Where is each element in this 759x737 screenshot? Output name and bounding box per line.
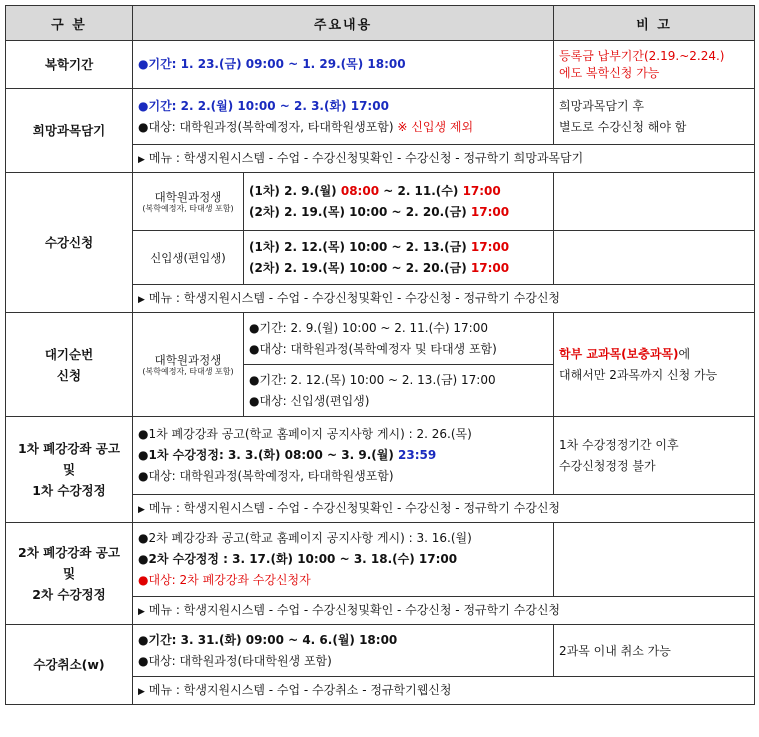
first-cancel-label-line1: 1차 폐강강좌 공고 <box>18 441 120 456</box>
first-cancel-label <box>6 417 133 523</box>
registration-group1-note: (복학예정자, 타대생 포함) <box>142 203 234 213</box>
wishlist-content <box>133 89 554 145</box>
waitlist-label-line1: 대기순번 <box>44 346 94 362</box>
bullet-icon: ● <box>138 119 149 134</box>
g1-round1-mid: ~ 2. 11.(수) <box>383 183 459 198</box>
return-period-remark <box>554 41 755 89</box>
first-cancel-row <box>6 417 755 495</box>
menu-arrow-icon: ▶ <box>138 154 145 165</box>
registration-group2-label: 신입생(편입생) <box>133 231 244 285</box>
withdraw-label: 수강취소(w) <box>6 625 133 705</box>
wishlist-period: 기간: 2. 2.(월) 10:00 ~ 2. 3.(화) 17:00 <box>148 98 389 113</box>
waitlist-period2: 기간: 2. 12.(목) 10:00 ~ 2. 13.(금) 17:00 <box>259 372 496 387</box>
bullet-icon: ● <box>249 372 260 387</box>
first-cancel-label-line3: 1차 수강정정 <box>32 483 106 498</box>
menu-arrow-icon: ▶ <box>138 504 145 515</box>
waitlist-group-label: 대학원과정생 <box>154 352 222 367</box>
header-row <box>6 6 755 41</box>
bullet-icon: ● <box>138 98 149 113</box>
waitlist-round1 <box>244 313 554 365</box>
g2-round2-date: (2차) 2. 19.(목) 10:00 ~ 2. 20.(금) <box>249 260 467 275</box>
header-content: 주요내용 <box>133 6 554 41</box>
waitlist-label-line2: 신청 <box>56 367 82 383</box>
return-period-content <box>133 41 554 89</box>
first-cancel-menu-path: 메뉴 : 학생지원시스템 - 수업 - 수강신청및확인 - 수강신청 - 정규학기 수강신청 <box>148 500 561 515</box>
g1-round1-date: (1차) 2. 9.(월) <box>249 183 337 198</box>
registration-group2-remark <box>554 231 755 285</box>
g1-round1-end: 17:00 <box>462 183 501 198</box>
header-remarks: 비 고 <box>554 6 755 41</box>
g1-round1-start: 08:00 <box>340 183 380 198</box>
second-cancel-target: 대상: 2차 폐강강좌 수강신청자 <box>148 573 311 587</box>
waitlist-target1: 대상: 대학원과정(복학예정자 및 타대생 포함) <box>259 341 497 356</box>
first-cancel-content <box>133 417 554 495</box>
withdraw-menu <box>133 677 755 705</box>
g1-round2-date: (2차) 2. 19.(목) 10:00 ~ 2. 20.(금) <box>249 204 467 219</box>
waitlist-row-1 <box>6 313 755 365</box>
bullet-icon: ● <box>249 393 260 408</box>
registration-group1 <box>133 173 244 231</box>
registration-group1-remark <box>554 173 755 231</box>
wishlist-row <box>6 89 755 145</box>
bullet-icon: ● <box>138 448 149 462</box>
second-cancel-label-line1: 2차 폐강강좌 공고 <box>18 545 120 560</box>
registration-menu <box>133 285 755 313</box>
waitlist-group-note: (복학예정자, 타대생 포함) <box>142 366 234 376</box>
second-cancel-remark <box>554 523 755 597</box>
second-cancel-row <box>6 523 755 597</box>
first-cancel-remark-line2: 수강신청정정 불가 <box>559 458 656 473</box>
withdraw-row <box>6 625 755 677</box>
bullet-icon: ● <box>138 57 149 71</box>
second-cancel-menu <box>133 597 755 625</box>
first-cancel-remark-line1: 1차 수강정정기간 이후 <box>559 437 679 452</box>
return-period-row <box>6 41 755 89</box>
waitlist-group <box>133 313 244 417</box>
first-cancel-period: 1차 수강정정: 3. 3.(화) 08:00 ~ 3. 9.(월) <box>148 448 394 462</box>
bullet-icon: ● <box>138 469 149 483</box>
bullet-icon: ● <box>138 552 149 566</box>
withdraw-content <box>133 625 554 677</box>
menu-arrow-icon: ▶ <box>138 686 145 697</box>
first-cancel-label-line2: 및 <box>62 462 76 477</box>
wishlist-remark <box>554 89 755 145</box>
return-period-dates: 기간: 1. 23.(금) 09:00 ~ 1. 29.(목) 18:00 <box>148 57 406 71</box>
bullet-icon: ● <box>249 341 260 356</box>
bullet-icon: ● <box>138 653 149 668</box>
bullet-icon: ● <box>249 320 260 335</box>
second-cancel-content <box>133 523 554 597</box>
second-cancel-label-line3: 2차 수강정정 <box>32 587 106 602</box>
waitlist-remark-highlight: 학부 교과목(보충과목) <box>559 346 679 361</box>
second-cancel-label-line2: 및 <box>62 566 76 581</box>
wishlist-remark-line1: 희망과목담기 후 <box>559 98 644 113</box>
menu-arrow-icon: ▶ <box>138 294 145 305</box>
registration-menu-path: 메뉴 : 학생지원시스템 - 수업 - 수강신청및확인 - 수강신청 - 정규학기 수강신청 <box>148 290 561 305</box>
registration-label: 수강신청 <box>6 173 133 313</box>
waitlist-remark-line2: 대해서만 2과목까지 신청 가능 <box>559 367 718 382</box>
second-cancel-notice: 2차 폐강강좌 공고(학교 홈페이지 공지사항 게시) : 3. 16.(월) <box>148 531 472 545</box>
first-cancel-notice: 1차 폐강강좌 공고(학교 홈페이지 공지사항 게시) : 2. 26.(목) <box>148 427 472 441</box>
bullet-icon: ● <box>138 531 149 545</box>
wishlist-menu <box>133 145 755 173</box>
registration-group2-dates <box>244 231 554 285</box>
menu-arrow-icon: ▶ <box>138 606 145 617</box>
withdraw-menu-path: 메뉴 : 학생지원시스템 - 수업 - 수강취소 - 정규학기웹신청 <box>148 682 452 697</box>
registration-group1-label: 대학원과정생 <box>154 189 222 204</box>
waitlist-remark-tail: 에 <box>678 346 691 361</box>
return-remark-line2: 에도 복학신청 가능 <box>559 65 660 80</box>
g1-round2-end: 17:00 <box>470 204 510 219</box>
wishlist-menu-path: 메뉴 : 학생지원시스템 - 수업 - 수강신청및확인 - 수강신청 - 정규학기 희망과목담기 <box>148 150 584 165</box>
bullet-icon: ● <box>138 632 149 647</box>
header-category: 구 분 <box>6 6 133 41</box>
first-cancel-menu <box>133 495 755 523</box>
wishlist-label: 희망과목담기 <box>6 89 133 173</box>
second-cancel-menu-path: 메뉴 : 학생지원시스템 - 수업 - 수강신청및확인 - 수강신청 - 정규학기 수강신청 <box>148 602 561 617</box>
waitlist-label <box>6 313 133 417</box>
registration-row-1 <box>6 173 755 231</box>
waitlist-remark <box>554 313 755 417</box>
registration-group1-dates <box>244 173 554 231</box>
withdraw-period: 기간: 3. 31.(화) 09:00 ~ 4. 6.(월) 18:00 <box>148 632 398 647</box>
first-cancel-remark <box>554 417 755 495</box>
withdraw-target: 대상: 대학원과정(타대학원생 포함) <box>148 653 332 668</box>
waitlist-period1: 기간: 2. 9.(월) 10:00 ~ 2. 11.(수) 17:00 <box>259 320 488 335</box>
first-cancel-target: 대상: 대학원과정(복학예정자, 타대학원생포함) <box>148 469 394 483</box>
return-remark-line1: 등록금 납부기간(2.19.~2.24.) <box>559 48 725 63</box>
g2-round1-date: (1차) 2. 12.(목) 10:00 ~ 2. 13.(금) <box>249 239 467 254</box>
waitlist-target2: 대상: 신입생(편입생) <box>259 393 370 408</box>
wishlist-remark-line2: 별도로 수강신청 해야 함 <box>559 119 687 134</box>
second-cancel-label <box>6 523 133 625</box>
wishlist-target: 대상: 대학원과정(복학예정자, 타대학원생포함) <box>148 119 394 134</box>
second-cancel-period: 2차 수강정정 : 3. 17.(화) 10:00 ~ 3. 18.(수) 17:00 <box>148 552 458 566</box>
schedule-table <box>5 5 755 705</box>
first-cancel-period-end: 23:59 <box>398 448 437 462</box>
withdraw-remark: 2과목 이내 취소 가능 <box>554 625 755 677</box>
g2-round1-end: 17:00 <box>470 239 510 254</box>
return-period-label: 복학기간 <box>6 41 133 89</box>
wishlist-exclusion: ※ 신입생 제외 <box>397 119 474 134</box>
bullet-icon: ● <box>138 427 149 441</box>
g2-round2-end: 17:00 <box>470 260 510 275</box>
waitlist-round2 <box>244 365 554 417</box>
bullet-icon: ● <box>138 573 149 587</box>
